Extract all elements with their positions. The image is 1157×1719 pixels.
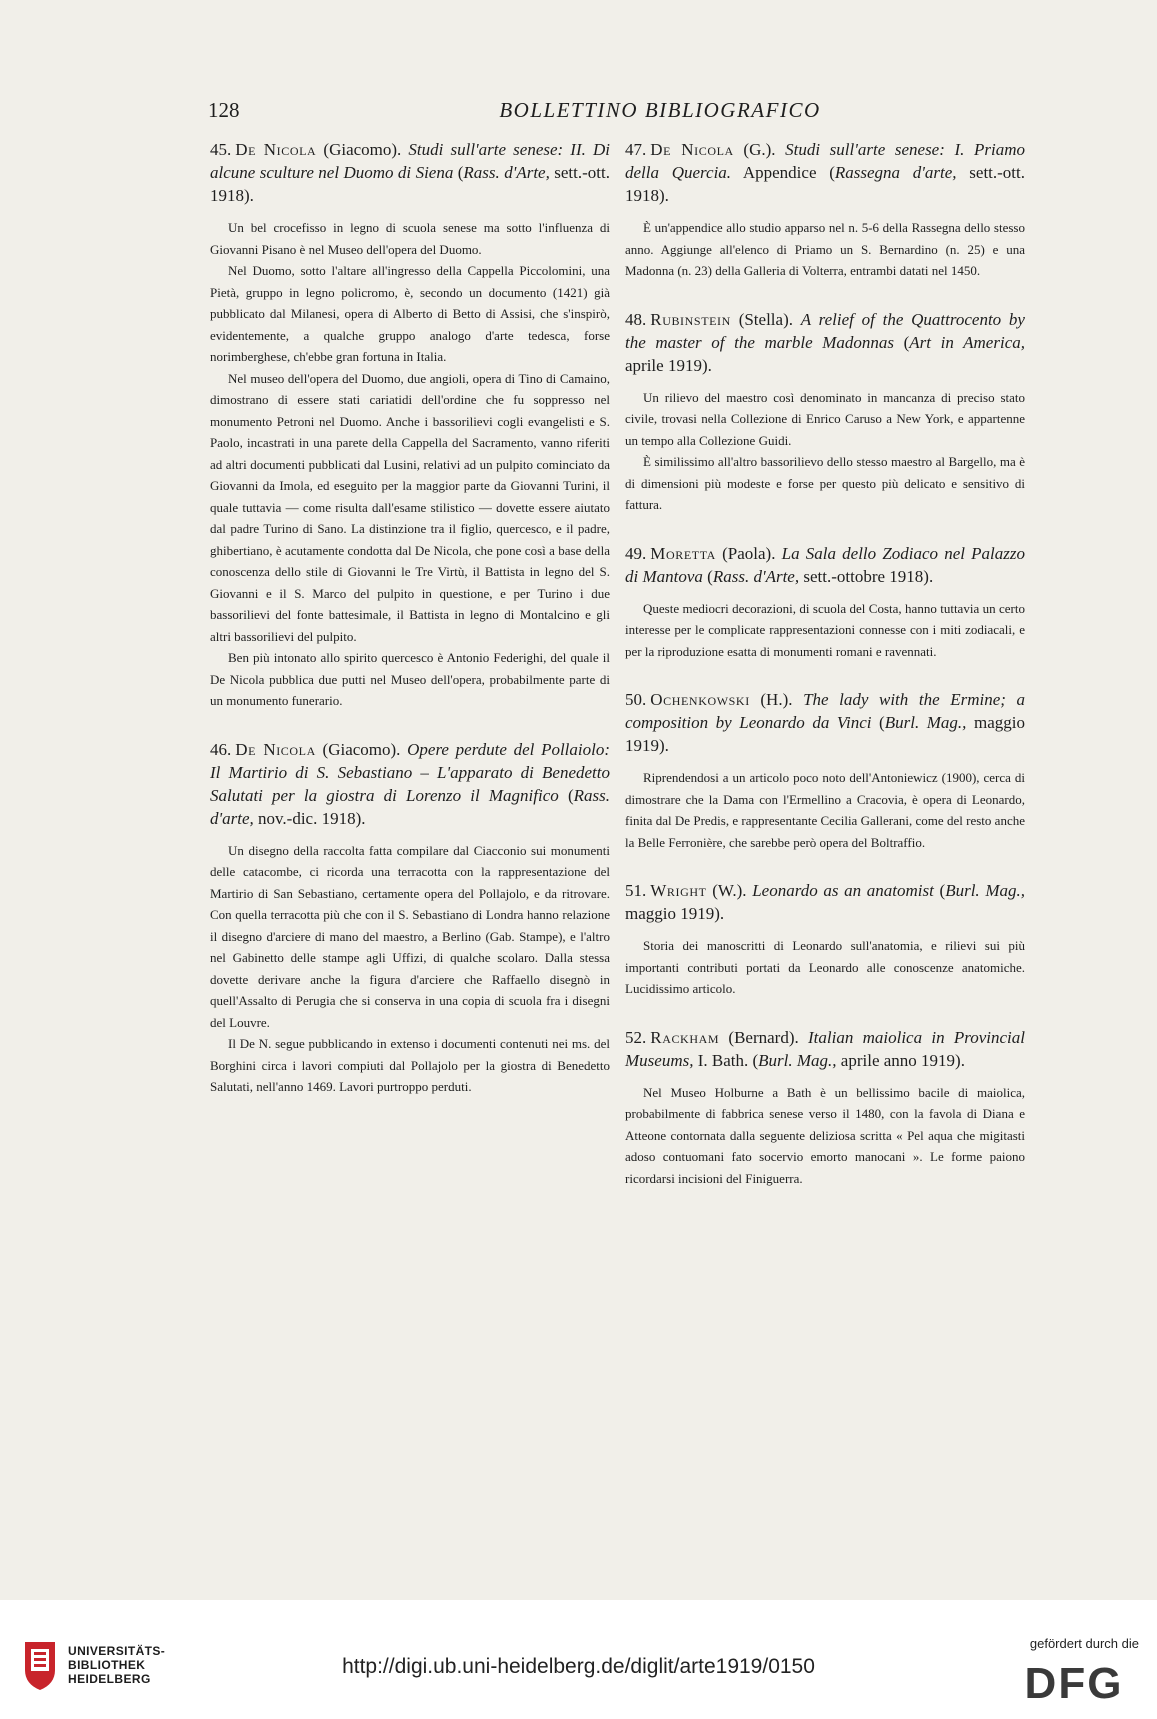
right-column bbox=[625, 138, 1025, 1215]
entry-author-detail: (Giacomo). bbox=[315, 739, 408, 759]
entry-heading bbox=[625, 688, 1025, 757]
entry-author: Rubinstein bbox=[650, 309, 731, 329]
entry-source-date: maggio 1919). bbox=[625, 904, 725, 923]
entry-heading bbox=[210, 738, 610, 830]
bibliography-entry bbox=[625, 138, 1025, 282]
entry-source-date: aprile anno 1919). bbox=[836, 1050, 965, 1070]
entry-author: Ochenkowski bbox=[650, 690, 750, 709]
entry-source-prefix: ( bbox=[871, 713, 885, 732]
entry-summary-paragraph: È similissimo all'altro bassorilievo dello stesso maestro al Bargello, ma è di dimensioni più modeste e forse per questo più delicato e sensitivo di fattura. bbox=[625, 454, 1025, 512]
entry-summary-paragraph: Storia dei manoscritti di Leonardo sull'anatomia, e rilievi sui più importanti contributi portati da Leonardo alle conoscenze anatomiche. Lucidissimo articolo. bbox=[625, 938, 1025, 996]
entry-source-prefix: ( bbox=[453, 163, 464, 182]
entry-title: Opere perdute del Pollaiolo: Il Martirio di S. Sebastiano – L'apparato di Benedetto Salutati per la giostra di Lorenzo il Magnifico bbox=[210, 739, 611, 805]
entry-source-date: sett.-ott. 1918). bbox=[210, 163, 610, 205]
sponsor-caption: gefördert durch die bbox=[1029, 1636, 1139, 1651]
left-column bbox=[210, 138, 610, 1124]
entry-author-detail: (H.). bbox=[749, 690, 804, 709]
entry-title: Studi sull'arte senese: I. Priamo della Quercia. bbox=[625, 140, 1026, 182]
entry-summary-paragraph: Nel museo dell'opera del Duomo, due angioli, opera di Tino di Camaino, dimostrano di essere stati cariatidi dell'ordine che fu soppresso nel monumento Petroni nel Duomo. Anche i bassorilievi cogli evangelisti e S. Paolo, incastrati in una parete della Cappella del Sacramento, vanno riferiti ad altri documenti pubblicati dal Lusini, relativi ad un pulpito cominciato da Giovanni da Imola, ed eseguito per la maggior parte da Giovanni Turini, il quale tuttavia — come risulta dall'esame stilistico — dovette essere aiutato dal padre Turino di Sano. La distinzione tra il figlio, quercesco, e il padre, ghibertiano, è acutamente condotta dal De Nicola, che pone così a base della conoscenza dello stile di Giovanni le Tre Virtù, il Battista in legno del S. Giovanni e il S. Marco del pulpito in questione, e per Turino i due bassorilievi del fonte battesimale, il Battista in legno di Montalcino e gli altri bassorilievi del pulpito. bbox=[210, 370, 610, 644]
entry-author-detail: (Paola). bbox=[715, 543, 782, 563]
entry-author: Rackham bbox=[650, 1027, 720, 1047]
entry-heading bbox=[625, 1026, 1025, 1072]
entry-source: Art in America, bbox=[909, 332, 1025, 352]
entry-source-date: aprile 1919). bbox=[625, 355, 712, 375]
source-url[interactable]: http://digi.ub.uni-heidelberg.de/diglit/arte1919/0150 bbox=[342, 1655, 815, 1678]
entry-source-prefix: ( bbox=[894, 332, 910, 352]
entry-summary-paragraph: Nel Museo Holburne a Bath è un bellissimo bacile di maiolica, probabilmente di fabbrica senese verso il 1480, con la favola di Diana e Atteone contornata dalla seguente deliziosa scritta « Pel aqua che migitasti adoso contuomani fato socervio emorto manocani ». Le forme paiono ricordarsi incisioni del Finiguerra. bbox=[625, 1084, 1025, 1186]
entry-summary-paragraph: Ben più intonato allo spirito quercesco è Antonio Federighi, del quale il De Nicola pubblica due putti nel Museo dell'opera, probabilmente parte di un monumento funerario. bbox=[210, 650, 610, 708]
entry-source-date: maggio 1919). bbox=[625, 713, 1025, 755]
entry-summary-paragraph: Un rilievo del maestro così denominato in mancanza di preciso stato civile, trovasi nella Collezione di Enrico Caruso a New York, e appartenne un tempo alla Collezione Guidi. bbox=[625, 389, 1025, 448]
entry-source-prefix: I. Bath. ( bbox=[693, 1050, 759, 1070]
entry-heading bbox=[210, 138, 610, 207]
entry-source-prefix: Appendice ( bbox=[731, 163, 835, 182]
entry-summary-paragraph: È un'appendice allo studio apparso nel n. 5-6 della Rassegna dello stesso anno. Aggiunge all'elenco di Priamo un S. Bernardino (n. 25) e una Madonna (n. 23) della Galleria di Volterra, entrambi datati nel 1450. bbox=[625, 220, 1025, 278]
entry-summary-paragraph: Riprendendosi a un articolo poco noto dell'Antoniewicz (1900), cerca di dimostrare che la Dama con l'Ermellino a Cracovia, è opera di Leonardo, finita dal De Predis, e rappresentante Cecilia Gallerani, come del resto anche la Belle Ferronière, che sarebbe però opera del Boltraffio. bbox=[625, 770, 1025, 850]
bibliography-entry bbox=[625, 1026, 1025, 1190]
entry-title: The lady with the Ermine; a composition by Leonardo da Vinci bbox=[625, 690, 1025, 732]
entry-author-detail: (Stella). bbox=[730, 309, 801, 329]
entry-source: Rass. d'Arte, bbox=[712, 566, 800, 586]
entry-source: Burl. Mag., bbox=[884, 713, 967, 732]
entry-author: De Nicola bbox=[650, 140, 734, 159]
entry-source: Rassegna d'arte, bbox=[834, 163, 957, 182]
entry-source-date: nov.-dic. 1918). bbox=[253, 808, 366, 828]
entry-title: A relief of the Quattrocento by the master of the marble Madonnas bbox=[625, 309, 1025, 352]
entry-source-date: sett.-ottobre 1918). bbox=[799, 566, 934, 586]
entry-source: Burl. Mag., bbox=[945, 881, 1025, 900]
entry-source-prefix: ( bbox=[702, 566, 713, 586]
entry-heading bbox=[625, 308, 1025, 377]
entry-title: Studi sull'arte senese: II. Di alcune sculture nel Duomo di Siena bbox=[210, 140, 610, 182]
entry-number: 50. bbox=[625, 690, 647, 709]
bibliography-entry bbox=[625, 879, 1025, 1000]
entry-number: 51. bbox=[625, 881, 647, 900]
bibliography-entry bbox=[625, 542, 1025, 663]
entry-author-detail: (W.). bbox=[706, 881, 753, 900]
entry-number: 46. bbox=[210, 739, 232, 759]
institution-line: HEIDELBERG bbox=[68, 1672, 151, 1686]
entry-number: 45. bbox=[210, 140, 232, 159]
entry-source-date: sett.-ott. 1918). bbox=[625, 163, 1026, 205]
bibliography-entry bbox=[625, 688, 1025, 853]
institution-line: BIBLIOTHEK bbox=[68, 1658, 146, 1672]
entry-summary-paragraph: Nel Duomo, sotto l'altare all'ingresso della Cappella Piccolomini, una Pietà, gruppo in legno policromo, è, secondo un documento (1421) già pubblicato dal Milanesi, opera di Alberto di Betto di Assisi, che s'inspirò, evidentemente, a qualche gruppo analogo d'arte tedesca, forse norimberghese, ch'ebbe gran fortuna in Italia. bbox=[210, 263, 610, 364]
bibliography-entry bbox=[210, 738, 610, 1098]
entry-author: De Nicola bbox=[235, 140, 317, 159]
dfg-logo-icon bbox=[1009, 1658, 1139, 1704]
entry-number: 49. bbox=[625, 543, 647, 563]
entry-summary-paragraph: Un disegno della raccolta fatta compilare dal Ciacconio sui monumenti delle catacombe, ci ricorda una terracotta con la rappresentazione del Martirio di San Sebastiano, certamente opera del Pollajolo, e da ritrovare. Con quella terracotta più che con il S. Sebastiano di Londra hanno relazione il disegno d'arciere di mano del maestro, a Berlino (Gab. Stampe), e l'altro nel Gabinetto delle stampe agli Uffizi, di qualche scolaro. Dalla stessa dovette derivare anche la figura d'arciere che Raffaello disegnò in quell'Assalto di Perugia che si conserva in una copia di scuola fra i disegni del Louvre. bbox=[210, 842, 610, 1030]
entry-source-prefix: ( bbox=[558, 785, 574, 805]
entry-summary-paragraph: Il De N. segue pubblicando in extenso i documenti contenuti nei ms. del Borghini circa i lavori compiuti dal Pollajolo per la giostra di Benedetto Salutati, nell'anno 1469. Lavori purtroppo perduti. bbox=[210, 1036, 610, 1094]
entry-author-detail: (Giacomo). bbox=[316, 140, 409, 159]
institution-line: UNIVERSITÄTS- bbox=[68, 1644, 166, 1658]
bibliography-entry bbox=[210, 138, 610, 712]
entry-author: De Nicola bbox=[235, 739, 316, 759]
bibliography-entry bbox=[625, 308, 1025, 516]
page-number: 128 bbox=[208, 98, 240, 122]
running-head: BOLLETTINO BIBLIOGRAFICO bbox=[499, 98, 821, 122]
entry-summary-paragraph: Queste mediocri decorazioni, di scuola del Costa, hanno tuttavia un certo interesse per le complicate rappresentazioni connesse con i miti zodiacali, e per la riproduzione esatta di monumenti romani e ravennati. bbox=[625, 600, 1025, 659]
entry-source-prefix: ( bbox=[933, 881, 946, 900]
entry-number: 48. bbox=[625, 309, 647, 329]
entry-title: Italian maiolica in Provincial Museums, bbox=[625, 1027, 1025, 1070]
dfg-logo-text: DFG bbox=[1024, 1659, 1124, 1704]
entry-author-detail: (G.). bbox=[733, 140, 786, 159]
entry-author-detail: (Bernard). bbox=[719, 1027, 809, 1047]
entry-number: 47. bbox=[625, 140, 647, 159]
entry-source: Rass. d'Arte, bbox=[463, 163, 550, 182]
entry-heading bbox=[625, 879, 1025, 925]
entry-source: Rass. d'arte, bbox=[210, 785, 610, 828]
entry-author: Moretta bbox=[650, 543, 716, 563]
entry-source: Burl. Mag., bbox=[758, 1050, 837, 1070]
entry-heading bbox=[625, 138, 1025, 207]
entry-title: Leonardo as an anatomist bbox=[752, 881, 934, 900]
entry-summary-paragraph: Un bel crocefisso in legno di scuola senese ma sotto l'influenza di Giovanni Pisano è nel Museo dell'opera del Duomo. bbox=[210, 220, 610, 257]
entry-title: La Sala dello Zodiaco nel Palazzo di Mantova bbox=[625, 543, 1026, 586]
entry-number: 52. bbox=[625, 1027, 647, 1047]
entry-author: Wright bbox=[650, 881, 707, 900]
entry-heading bbox=[625, 542, 1025, 588]
